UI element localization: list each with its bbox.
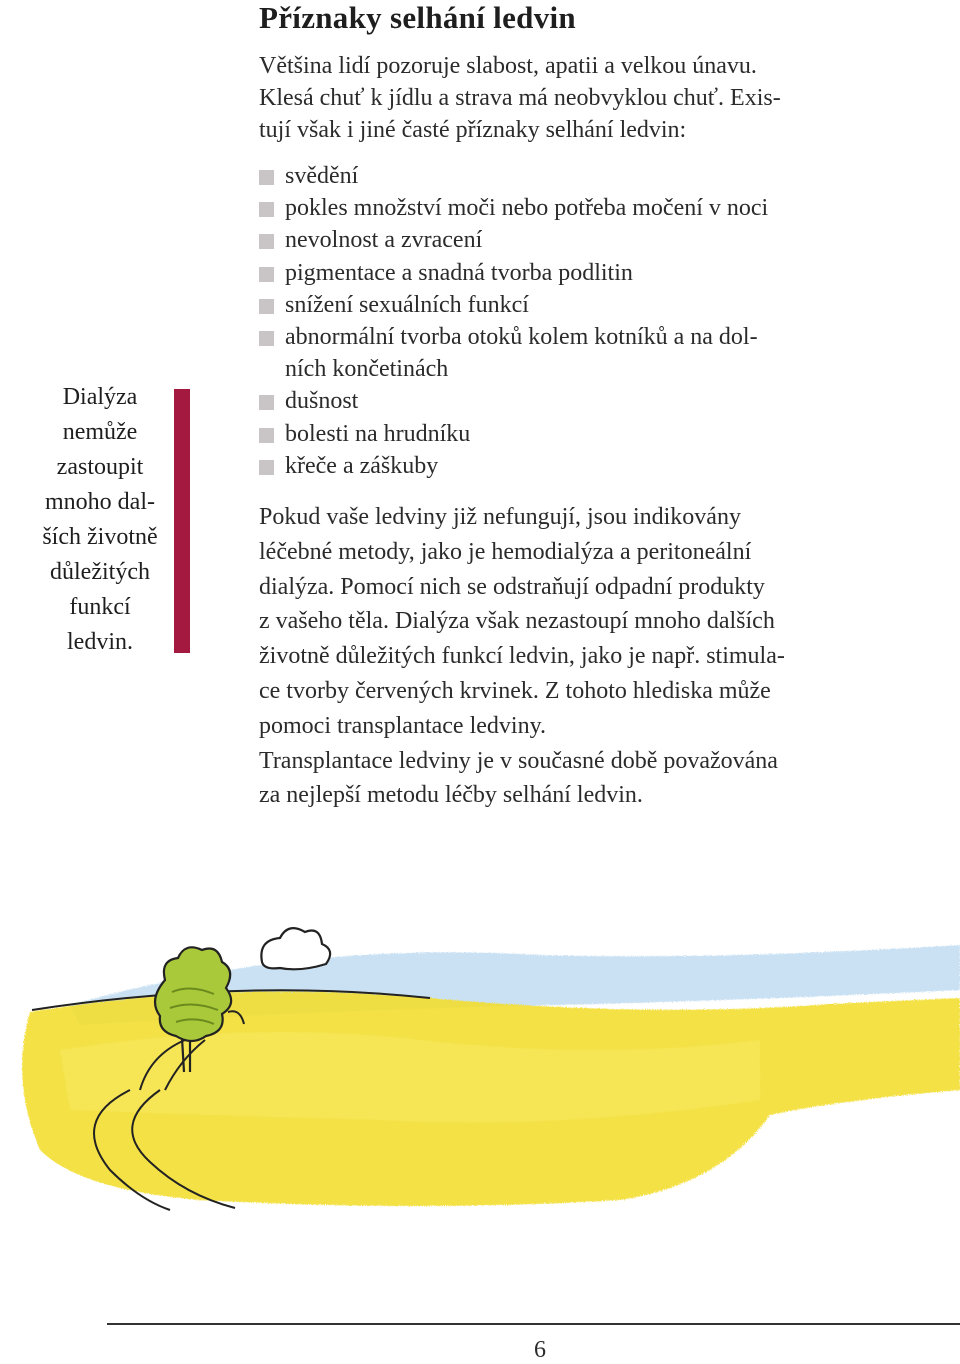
callout-line: funkcí	[69, 594, 131, 620]
symptom-text: abnormální tvorba otoků kolem kotníků a na dol-	[285, 324, 758, 351]
symptom-text: pigmentace a snadná tvorba podlitin	[285, 259, 633, 286]
square-bullet-icon	[259, 170, 274, 185]
square-bullet-icon	[259, 234, 274, 249]
symptom-item	[259, 385, 768, 417]
square-bullet-icon	[259, 299, 274, 314]
symptom-list	[259, 160, 768, 482]
tree-crown	[155, 947, 231, 1041]
body-line: životně důležitých funkcí ledvin, jako je např. stimula-	[259, 643, 785, 670]
cloud-icon	[261, 928, 330, 969]
symptom-text: bolesti na hrudníku	[285, 420, 471, 447]
callout-line: nemůže	[62, 419, 138, 445]
symptom-text: svědění	[285, 163, 359, 189]
callout-line: Dialýza	[62, 384, 138, 410]
symptom-text: dušnost	[285, 388, 359, 415]
square-bullet-icon	[259, 202, 274, 217]
symptom-item	[259, 224, 768, 256]
body-paragraph	[259, 500, 839, 813]
page-title: Příznaky selhání ledvin	[259, 0, 576, 35]
symptom-text-continued: ních končetinách	[285, 356, 449, 383]
intro-paragraph	[259, 50, 839, 146]
square-bullet-icon	[259, 428, 274, 443]
symptom-item	[259, 450, 768, 482]
intro-line: Klesá chuť k jídlu a strava má neobvyklou chuť. Exis-	[259, 85, 781, 111]
symptom-item	[259, 418, 768, 450]
symptom-text: pokles množství moči nebo potřeba močení v noci	[285, 195, 769, 222]
accent-bar	[174, 389, 190, 653]
square-bullet-icon	[259, 331, 274, 346]
intro-line: Většina lidí pozoruje slabost, apatii a velkou únavu.	[259, 53, 757, 79]
square-bullet-icon	[259, 267, 274, 282]
body-line: z vašeho těla. Dialýza však nezastoupí mnoho dalších	[259, 608, 775, 635]
symptom-text: nevolnost a zvracení	[285, 227, 483, 254]
square-bullet-icon	[259, 395, 274, 410]
callout-line: ších životně	[42, 524, 158, 550]
body-line: ce tvorby červených krvinek. Z tohoto hlediska může	[259, 677, 771, 704]
symptom-item	[259, 160, 768, 192]
body-line: Transplantace ledviny je v současné době považována	[259, 747, 778, 774]
callout-line: ledvin.	[67, 629, 133, 655]
footer-rule	[107, 1323, 960, 1325]
body-line: Pokud vaše ledviny již nefungují, jsou indikovány	[259, 504, 741, 530]
body-line: dialýza. Pomocí nich se odstraňují odpadní produkty	[259, 573, 765, 600]
sidebar-callout	[30, 380, 170, 660]
callout-line: důležitých	[50, 559, 150, 585]
symptom-text: křeče a záškuby	[285, 452, 439, 479]
body-line: léčebné metody, jako je hemodialýza a peritoneální	[259, 538, 752, 565]
page-number: 6	[534, 1337, 546, 1363]
intro-line: tují však i jiné časté příznaky selhání ledvin:	[259, 117, 687, 143]
symptom-item	[259, 192, 768, 224]
square-bullet-icon	[259, 460, 274, 475]
symptom-item	[259, 289, 768, 321]
body-line: za nejlepší metodu léčby selhání ledvin.	[259, 782, 643, 809]
body-line: pomoci transplantace ledviny.	[259, 712, 547, 739]
symptom-item	[259, 321, 768, 385]
callout-line: zastoupit	[56, 454, 144, 480]
landscape-illustration	[0, 900, 960, 1220]
symptom-text: snížení sexuálních funkcí	[285, 291, 529, 318]
symptom-item	[259, 257, 768, 289]
callout-line: mnoho dal-	[45, 489, 155, 515]
